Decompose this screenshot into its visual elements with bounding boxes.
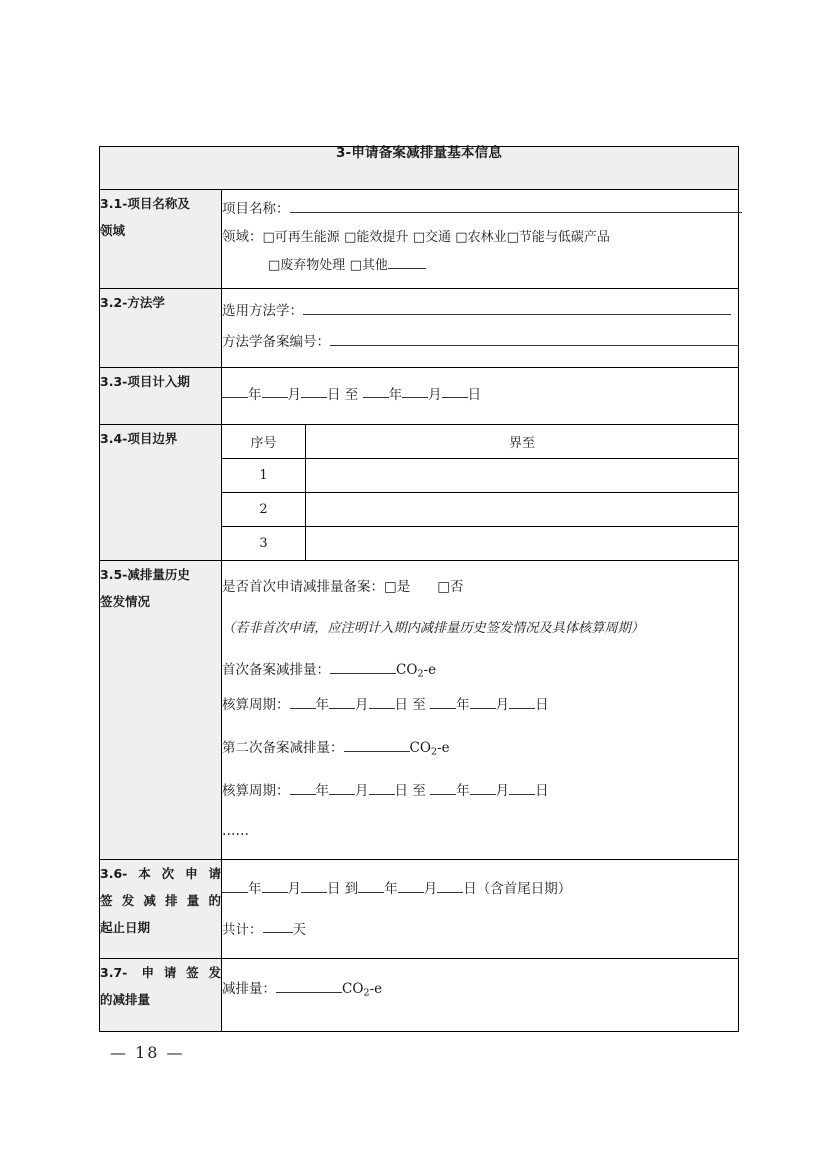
row-label-3-1	[100, 190, 222, 289]
domain-field-line-1	[222, 228, 738, 248]
row-label-3-4-text: 3.4-项目边界	[100, 431, 178, 446]
form-title: 3-申请备案减排量基本信息	[335, 145, 503, 161]
acct1-end-month-input[interactable]	[470, 695, 496, 709]
seg-to-1: 至	[344, 386, 359, 403]
row-label-3-2	[100, 288, 222, 367]
row-3-6	[100, 860, 739, 959]
row-label-3-6-line3: 起止日期	[100, 920, 151, 936]
issuance-total-label: 共计：	[222, 921, 263, 938]
acct2-seg-day-2: 日	[535, 783, 549, 800]
issuance-seg-month-2: 月	[423, 881, 438, 898]
row-3-3	[100, 367, 739, 424]
domain-option-agroforestry[interactable]: □农林业	[455, 230, 507, 246]
seg-month-2: 月	[428, 386, 442, 403]
row-label-3-7	[100, 958, 222, 1031]
row-label-3-3-text: 3.3-项目计入期	[100, 373, 190, 389]
boundary-index-2	[222, 493, 306, 527]
row-3-5	[100, 561, 739, 860]
row-content-3-1	[222, 190, 739, 289]
table-header-row	[100, 147, 739, 190]
seg-day-2: 日	[467, 386, 482, 403]
first-record-amount-label: 首次备案减排量：	[222, 661, 330, 678]
domain-field-line-2	[222, 255, 738, 276]
row-content-3-5	[222, 561, 739, 860]
row-label-3-4	[100, 425, 222, 561]
accounting-period-label-2: 核算周期：	[222, 783, 290, 800]
emission-reduction-form-table	[99, 146, 739, 1032]
issuance-date-range-line	[222, 879, 738, 899]
crediting-end-month-input[interactable]	[402, 385, 428, 399]
row-3-4-header	[100, 425, 739, 459]
first-filing-question-line[interactable]	[222, 578, 738, 598]
boundary-index-3	[222, 527, 306, 561]
row-content-3-2	[222, 288, 739, 367]
acct2-end-year-input[interactable]	[430, 781, 456, 795]
boundary-col-value-header	[306, 425, 739, 459]
crediting-start-month-input[interactable]	[262, 385, 288, 399]
boundary-value-2[interactable]	[306, 493, 739, 527]
first-filing-note	[222, 619, 738, 638]
second-record-amount-label: 第二次备案减排量：	[222, 739, 344, 756]
acct2-seg-month-1: 月	[355, 783, 369, 800]
boundary-col-index-header	[222, 425, 306, 459]
row-label-3-5-line1: 3.5-减排量历史	[100, 567, 190, 582]
boundary-index-1-text: 1	[259, 468, 268, 483]
acct2-start-year-input[interactable]	[290, 781, 316, 795]
co2e-sub-3: 2	[363, 987, 370, 999]
issuance-start-month-input[interactable]	[262, 879, 288, 893]
issuance-seg-year-1: 年	[248, 881, 262, 898]
form-title-cell	[100, 147, 739, 190]
issuance-end-day-input[interactable]	[437, 879, 463, 893]
acct1-start-year-input[interactable]	[290, 695, 316, 709]
project-name-field-line	[222, 199, 738, 219]
domain-option-waste[interactable]: □废弃物处理	[268, 258, 346, 274]
domain-label: 领域：	[222, 229, 263, 246]
requested-reduction-input[interactable]	[276, 979, 342, 993]
acct1-start-month-input[interactable]	[329, 695, 355, 709]
acct1-seg-month-2: 月	[495, 697, 510, 714]
domain-option-efficiency[interactable]: □能效提升	[344, 230, 409, 246]
issuance-seg-to: 到	[344, 881, 359, 898]
co2e-unit-1	[396, 662, 436, 678]
methodology-field-line	[222, 301, 738, 321]
acct2-seg-month-2: 月	[495, 783, 510, 800]
seg-year-2: 年	[388, 386, 403, 403]
boundary-index-2-text: 2	[259, 502, 268, 517]
second-record-amount-line	[222, 738, 738, 760]
co2e-suffix-2: -e	[437, 739, 450, 756]
co2e-sub-1: 2	[417, 668, 424, 680]
row-3-2	[100, 288, 739, 367]
boundary-index-3-text: 3	[259, 536, 268, 551]
domain-option-renewable[interactable]: □可再生能源	[262, 230, 340, 246]
project-name-input[interactable]	[290, 199, 742, 213]
co2e-unit-3	[342, 981, 382, 997]
acct1-seg-year-1: 年	[315, 697, 329, 714]
acct2-seg-to: 至	[412, 783, 426, 800]
acct2-seg-year-2: 年	[456, 783, 470, 800]
seg-year-1: 年	[248, 386, 262, 403]
issuance-inclusive-note: （含首尾日期）	[476, 881, 572, 898]
crediting-end-year-input[interactable]	[363, 385, 389, 399]
issuance-end-month-input[interactable]	[398, 879, 424, 893]
row-content-3-7	[222, 958, 739, 1031]
acct2-end-month-input[interactable]	[470, 781, 496, 795]
row-label-3-7-line1: 3.7- 申请签发	[100, 964, 221, 980]
row-label-3-3	[100, 367, 222, 424]
first-record-amount-input[interactable]	[330, 660, 396, 674]
methodology-code-field-line	[222, 332, 738, 352]
domain-option-lowcarbon-products[interactable]: □节能与低碳产品	[506, 230, 610, 246]
acct1-seg-year-2: 年	[456, 697, 470, 714]
acct2-end-day-input[interactable]	[509, 781, 535, 795]
acct2-start-day-input[interactable]	[369, 781, 395, 795]
issuance-start-day-input[interactable]	[301, 879, 327, 893]
boundary-value-1[interactable]	[306, 459, 739, 493]
page-number-footer: — 18 —	[110, 1043, 185, 1062]
accounting-period-line-2	[222, 781, 738, 801]
methodology-input[interactable]	[303, 301, 731, 315]
domain-option-transport[interactable]: □交通	[412, 230, 451, 246]
methodology-code-label: 方法学备案编号：	[222, 334, 330, 351]
row-content-3-3	[222, 367, 739, 424]
boundary-index-1	[222, 459, 306, 493]
row-label-3-2-text: 3.2-方法学	[100, 294, 165, 310]
row-label-3-6-line2: 签发减排量的	[100, 893, 221, 909]
row-content-3-6	[222, 860, 739, 959]
seg-month-1: 月	[287, 386, 301, 403]
acct1-end-year-input[interactable]	[430, 695, 456, 709]
row-label-3-6-line1: 3.6-本次申请	[100, 866, 221, 882]
history-ellipsis	[222, 822, 738, 842]
boundary-value-3[interactable]	[306, 527, 739, 561]
project-name-label: 项目名称：	[222, 200, 290, 217]
row-label-3-7-line2: 的减排量	[100, 991, 151, 1007]
first-filing-question-text: 是否首次申请减排量备案：□是 □否	[222, 579, 464, 595]
accounting-period-label-1: 核算周期：	[222, 697, 290, 714]
boundary-index-header-text: 序号	[250, 436, 277, 451]
history-ellipsis-text: ……	[222, 822, 249, 839]
issuance-total-days-line	[222, 920, 738, 940]
acct1-seg-day-2: 日	[535, 697, 549, 714]
row-label-3-5	[100, 561, 222, 860]
row-label-3-5-line2: 签发情况	[100, 594, 151, 609]
boundary-value-header-text: 界至	[508, 436, 535, 451]
co2e-prefix-3: CO	[342, 980, 364, 997]
domain-option-other[interactable]: □其他	[349, 258, 388, 274]
issuance-total-days-input[interactable]	[263, 920, 293, 934]
crediting-period-line	[222, 385, 738, 405]
first-record-amount-line	[222, 660, 738, 682]
co2e-sub-2: 2	[430, 746, 438, 758]
acct1-start-day-input[interactable]	[369, 695, 395, 709]
acct2-seg-day-1: 日	[394, 783, 408, 800]
requested-reduction-line	[222, 979, 738, 1001]
crediting-start-day-input[interactable]	[301, 385, 327, 399]
accounting-period-line-1	[222, 695, 738, 715]
acct1-end-day-input[interactable]	[509, 695, 535, 709]
seg-day-1: 日	[327, 386, 341, 403]
row-label-3-1-line1: 3.1-项目名称及	[100, 196, 190, 211]
row-label-3-1-line2: 领域	[100, 223, 126, 238]
issuance-total-unit: 天	[292, 921, 306, 938]
domain-option-other-input[interactable]	[388, 255, 426, 269]
crediting-start-year-input[interactable]	[222, 385, 248, 399]
requested-reduction-label: 减排量：	[222, 980, 276, 997]
co2e-suffix-3: -e	[369, 980, 383, 997]
crediting-end-day-input[interactable]	[442, 385, 468, 399]
row-label-3-6	[100, 860, 222, 959]
row-3-7	[100, 958, 739, 1031]
first-filing-note-text: （若非首次申请，应注明计入期内减排量历史签发情况及具体核算周期）	[222, 620, 644, 636]
co2e-prefix-2: CO	[409, 739, 431, 756]
acct2-start-month-input[interactable]	[329, 781, 355, 795]
issuance-seg-day-2: 日	[463, 881, 477, 898]
issuance-end-year-input[interactable]	[358, 879, 384, 893]
acct2-seg-year-1: 年	[315, 783, 329, 800]
row-3-1	[100, 190, 739, 289]
second-record-amount-input[interactable]	[344, 738, 410, 752]
issuance-seg-day-1: 日	[327, 881, 341, 898]
issuance-seg-month-1: 月	[287, 881, 301, 898]
co2e-prefix-1: CO	[396, 661, 418, 678]
co2e-suffix-1: -e	[423, 661, 437, 678]
methodology-code-input[interactable]	[330, 332, 738, 346]
co2e-unit-2	[410, 740, 450, 756]
issuance-start-year-input[interactable]	[222, 879, 248, 893]
acct1-seg-month-1: 月	[355, 697, 369, 714]
acct1-seg-to: 至	[412, 697, 426, 714]
methodology-label: 选用方法学：	[222, 302, 303, 319]
acct1-seg-day-1: 日	[394, 697, 408, 714]
issuance-seg-year-2: 年	[384, 881, 398, 898]
